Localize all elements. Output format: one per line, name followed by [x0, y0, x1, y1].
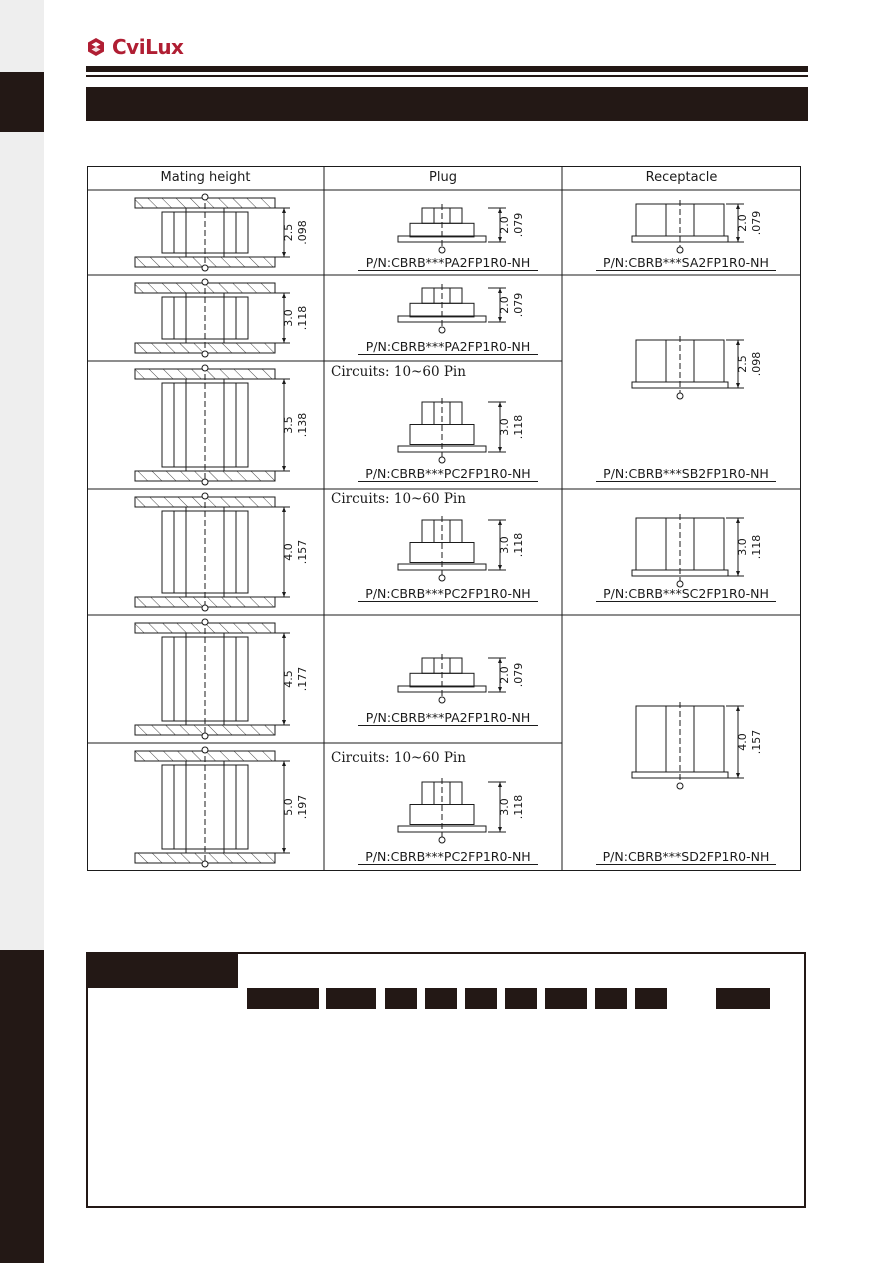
code-block — [505, 988, 537, 1009]
code-block — [247, 988, 319, 1009]
dimension-inch-label: .177 — [296, 666, 309, 692]
plug-part-number: P/N:CBRB***PA2FP1R0-NH — [358, 339, 538, 355]
receptacle-part-number: P/N:CBRB***SA2FP1R0-NH — [596, 255, 776, 271]
dimension-inch-label: .138 — [296, 412, 309, 438]
receptacle-part-number: P/N:CBRB***SD2FP1R0-NH — [596, 849, 776, 865]
dimension-arrow — [498, 237, 502, 242]
dimension-arrow — [498, 447, 502, 452]
brand-logo — [86, 34, 183, 60]
dimension-mm-label: 3.0 — [282, 309, 295, 327]
alignment-peg — [202, 365, 208, 371]
header-rule-thick — [86, 66, 808, 72]
dimension-arrow — [498, 658, 502, 663]
alignment-peg — [439, 457, 445, 463]
code-block — [326, 988, 376, 1009]
alignment-peg — [202, 279, 208, 285]
dimension-arrow — [282, 338, 286, 343]
dimension-arrow — [736, 571, 740, 576]
header-receptacle: Receptacle — [645, 170, 718, 185]
dimension-arrow — [736, 773, 740, 778]
alignment-peg — [202, 605, 208, 611]
dimension-inch-label: .118 — [512, 414, 525, 440]
dimension-mm-label: 4.0 — [736, 733, 749, 751]
dimension-arrow — [282, 848, 286, 853]
dimension-arrow — [498, 520, 502, 525]
dimension-arrow — [282, 379, 286, 384]
dimension-inch-label: .118 — [296, 305, 309, 331]
code-block — [465, 988, 497, 1009]
dimension-mm-label: 3.0 — [498, 418, 511, 436]
dimension-inch-label: .118 — [512, 532, 525, 558]
circuits-note: Circuits: 10~60 Pin — [331, 491, 466, 507]
dimension-mm-label: 2.5 — [736, 355, 749, 373]
dimension-arrow — [498, 687, 502, 692]
code-block — [545, 988, 587, 1009]
circuits-note: Circuits: 10~60 Pin — [331, 750, 466, 766]
dimension-arrow — [282, 761, 286, 766]
dimension-mm-label: 3.5 — [282, 416, 295, 434]
alignment-peg — [202, 747, 208, 753]
dimension-arrow — [282, 592, 286, 597]
dimension-inch-label: .118 — [750, 534, 763, 560]
plug-part-number: P/N:CBRB***PA2FP1R0-NH — [358, 255, 538, 271]
dimension-arrow — [736, 204, 740, 209]
plug-part-number: P/N:CBRB***PC2FP1R0-NH — [358, 586, 538, 602]
dimension-arrow — [282, 720, 286, 725]
dimension-inch-label: .118 — [512, 794, 525, 820]
ordering-info-tab — [86, 952, 238, 986]
receptacle-part-number: P/N:CBRB***SB2FP1R0-NH — [596, 466, 776, 482]
alignment-peg — [202, 493, 208, 499]
receptacle-part-number: P/N:CBRB***SC2FP1R0-NH — [596, 586, 776, 602]
alignment-peg — [202, 619, 208, 625]
alignment-peg — [202, 265, 208, 271]
dimension-arrow — [282, 208, 286, 213]
dimension-arrow — [282, 293, 286, 298]
dimension-arrow — [282, 507, 286, 512]
alignment-peg — [202, 194, 208, 200]
alignment-peg — [677, 247, 683, 253]
dimension-arrow — [498, 317, 502, 322]
ordering-info-tab-rule — [86, 986, 238, 988]
alignment-peg — [202, 733, 208, 739]
alignment-peg — [439, 575, 445, 581]
dimension-inch-label: .098 — [296, 220, 309, 245]
alignment-peg — [202, 479, 208, 485]
code-block — [635, 988, 667, 1009]
dimension-inch-label: .098 — [750, 351, 763, 377]
header-rule-thin — [86, 75, 808, 77]
dimension-arrow — [498, 782, 502, 787]
alignment-peg — [439, 837, 445, 843]
dimension-inch-label: .079 — [512, 292, 525, 318]
alignment-peg — [202, 861, 208, 867]
dimension-inch-label: .079 — [750, 210, 763, 236]
brand-name: CviLux — [112, 35, 184, 59]
dimension-mm-label: 3.0 — [498, 536, 511, 554]
dimension-mm-label: 2.0 — [736, 214, 749, 232]
dimension-mm-label: 2.5 — [282, 223, 295, 242]
dimension-inch-label: .157 — [750, 729, 763, 755]
code-block — [425, 988, 457, 1009]
alignment-peg — [439, 697, 445, 703]
dimension-inch-label: .079 — [512, 662, 525, 688]
alignment-peg — [439, 327, 445, 333]
dimension-inch-label: .079 — [512, 212, 525, 238]
dimension-mm-label: 3.0 — [736, 538, 749, 556]
dimension-arrow — [736, 340, 740, 345]
dimension-mm-label: 2.0 — [498, 666, 511, 684]
dimension-inch-label: .197 — [296, 794, 309, 820]
plug-part-number: P/N:CBRB***PC2FP1R0-NH — [358, 466, 538, 482]
dimension-arrow — [736, 706, 740, 711]
brand-logo-icon — [86, 37, 106, 57]
dimension-mm-label: 5.0 — [282, 798, 295, 816]
dimension-arrow — [498, 827, 502, 832]
alignment-peg — [677, 393, 683, 399]
circuits-note: Circuits: 10~60 Pin — [331, 364, 466, 380]
dimension-arrow — [736, 383, 740, 388]
dimension-mm-label: 4.0 — [282, 543, 295, 561]
dimension-mm-label: 3.0 — [498, 798, 511, 816]
alignment-peg — [439, 247, 445, 253]
dimension-arrow — [498, 288, 502, 293]
alignment-peg — [677, 783, 683, 789]
dimension-inch-label: .157 — [296, 539, 309, 565]
dimension-arrow — [282, 252, 286, 257]
code-block — [716, 988, 770, 1009]
header-plug: Plug — [429, 170, 457, 185]
code-block — [385, 988, 417, 1009]
dimension-arrow — [736, 237, 740, 242]
dimension-mm-label: 2.0 — [498, 216, 511, 234]
dimension-arrow — [282, 633, 286, 638]
dimension-arrow — [498, 565, 502, 570]
alignment-peg — [202, 351, 208, 357]
dimension-arrow — [498, 402, 502, 407]
mating-spec-table — [87, 166, 801, 871]
plug-part-number: P/N:CBRB***PC2FP1R0-NH — [358, 849, 538, 865]
code-block — [595, 988, 627, 1009]
dimension-mm-label: 2.0 — [498, 296, 511, 314]
side-index-tab-bottom — [0, 950, 44, 1263]
dimension-mm-label: 4.5 — [282, 670, 295, 688]
header-mating-height: Mating height — [160, 170, 251, 185]
side-index-tab-top — [0, 72, 44, 132]
section-title-bar — [86, 87, 808, 121]
dimension-arrow — [498, 208, 502, 213]
plug-part-number: P/N:CBRB***PA2FP1R0-NH — [358, 710, 538, 726]
dimension-arrow — [282, 466, 286, 471]
dimension-arrow — [736, 518, 740, 523]
